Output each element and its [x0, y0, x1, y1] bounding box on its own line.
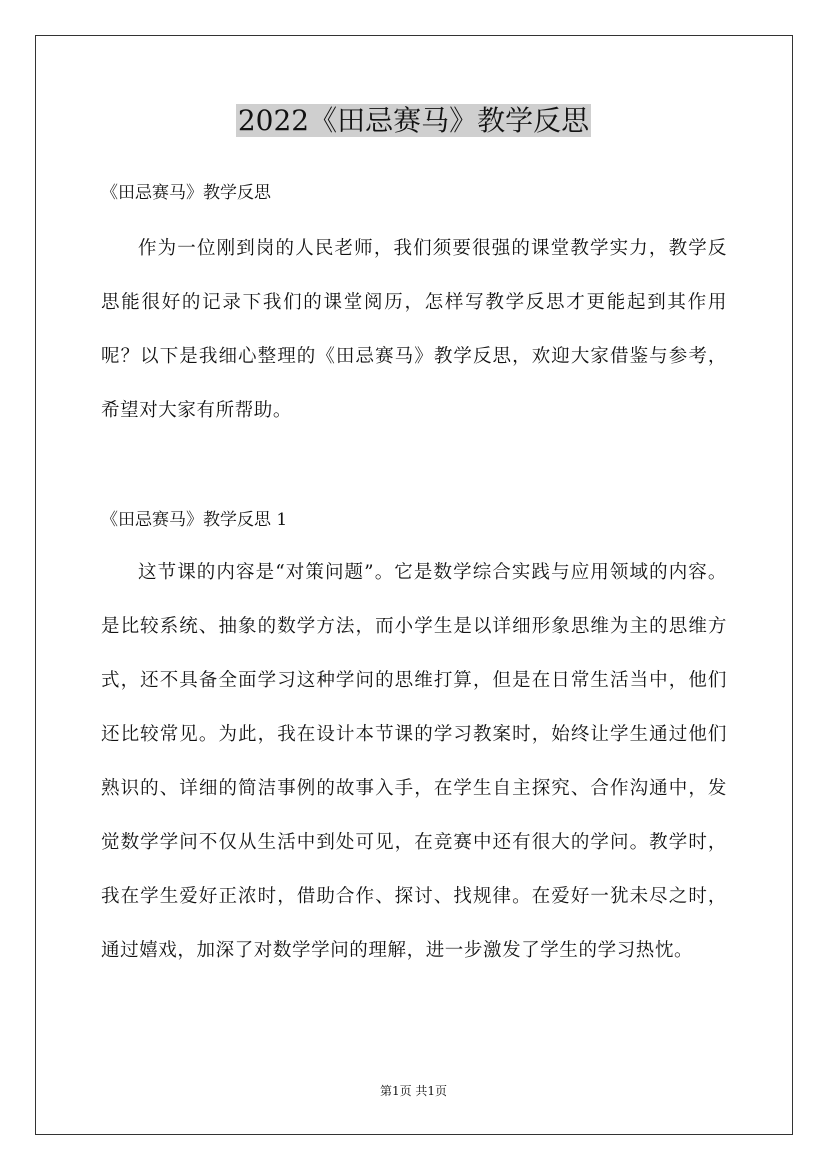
section-1-paragraph: 这节课的内容是“对策问题”。它是数学综合实践与应用领域的内容。是比较系统、抽象的数学方法，而小学生是以详细形象思维为主的思维方式，还不具备全面学习这种学问的思维打算，但是在日常生活当中，他们还比较常见。为此，我在设计本节课的学习教案时，始终让学生通过他们熟识的、详细的简洁事例的故事入手，在学生自主探究、合作沟通中，发觉数学学问不仅从生活中到处可见，在竞赛中还有很大的学问。教学时，我在学生爱好正浓时，借助合作、探讨、找规律。在爱好一犹未尽之时，通过嬉戏，加深了对数学学问的理解，进一步激发了学生的学习热忱。 — [101, 562, 727, 961]
page-number-footer: 第1页 共1页 — [379, 1084, 448, 1098]
section-heading-1: 《田忌赛马》教学反思 1 — [101, 510, 288, 530]
intro-paragraph: 作为一位刚到岗的人民老师，我们须要很强的课堂教学实力，教学反思能很好的记录下我们的课堂阅历，怎样写教学反思才更能起到其作用呢？以下是我细心整理的《田忌赛马》教学反思，欢迎大家借鉴与参考，希望对大家有所帮助。 — [101, 238, 727, 421]
document-title-text: 2022《田忌赛马》教学反思 — [237, 104, 590, 137]
document-subtitle: 《田忌赛马》教学反思 — [101, 183, 271, 203]
document-title — [0, 101, 827, 141]
